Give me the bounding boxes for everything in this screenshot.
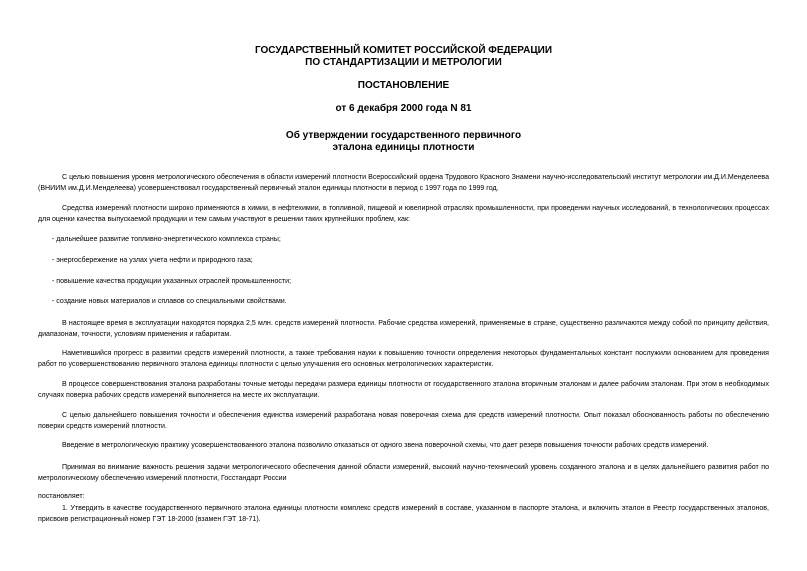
list-item: - создание новых материалов и сплавов со специальными свойствами. <box>52 298 287 305</box>
list-item: - дальнейшее развитие топливно-энергетического комплекса страны; <box>52 236 281 243</box>
paragraph-6: С целью дальнейшего повышения точности и обеспечения единства измерений разработана новая поверочная схема для средств измерений плотности. Опыт показал обоснованность работы по обеспечению поверки средств измерений плотности. <box>38 412 769 430</box>
document-type: ПОСТАНОВЛЕНИЕ <box>357 80 450 91</box>
paragraph-7: Введение в метрологическую практику усовершенствованного эталона позволило отказаться от одного звена поверочной схемы, что дает резерв повышения точности рабочих средств измерений. <box>62 442 709 449</box>
list-item: - энергосбережение на узлах учета нефти и природного газа; <box>52 257 253 264</box>
resolves-statement: постановляет: <box>38 493 85 500</box>
paragraph-1: С целью повышения уровня метрологического обеспечения в области измерений плотности Всероссийский ордена Трудового Красного Знамени научно-исследовательский институт метрологии им.Д.И.Менделеева (ВНИИМ им.Д.И.Менделеева) усовершенствовал государственный первичный эталон единицы плотности в период с 1997 года по 1999 год. <box>38 174 769 192</box>
document-subject-line-1: Об утверждении государственного первичного <box>285 130 522 141</box>
paragraph-8: Принимая во внимание важность решения задачи метрологического обеспечения данной области измерений, высокий научно-технический уровень созданного эталона и в целях дальнейшего развития работ по метрологическому обеспечению измерений плотности, Госстандарт России <box>38 464 769 482</box>
document-date: от 6 декабря 2000 года N 81 <box>335 103 472 114</box>
list-item: - повышение качества продукции указанных отраслей промышленности; <box>52 278 292 285</box>
paragraph-3: В настоящее время в эксплуатации находятся порядка 2,5 млн. средств измерений плотности. Рабочие средства измерений, применяемые в стране, существенно различаются между собой по принципу действия, диапазонам, точности, условиям применения и габаритам. <box>38 320 769 338</box>
paragraph-5: В процессе совершенствования эталона разработаны точные методы передачи размера единицы плотности от государственного эталона вторичным эталонам и далее рабочим эталонам. При этом в необходимых случаях поверка рабочих средств измерений выполняется на месте их эксплуатации. <box>38 381 769 399</box>
org-name-line-1: ГОСУДАРСТВЕННЫЙ КОМИТЕТ РОССИЙСКОЙ ФЕДЕРАЦИИ <box>254 45 553 56</box>
document-subject-line-2: эталона единицы плотности <box>332 142 475 153</box>
paragraph-2: Средства измерений плотности широко применяются в химии, в нефтехимии, в топливной, пищевой и ювелирной отраслях промышленности, при проведении научных исследований, в технологических процессах для оценки качества выпускаемой продукции и тем самым участвуют в решении таких крупнейших проблем, как: <box>38 205 769 223</box>
paragraph-4: Наметившийся прогресс в развитии средств измерений плотности, а также требования науки к повышению точности определения некоторых фундаментальных констант послужили основанием для проведения работ по усовершенствованию первичного эталона единицы плотности с целью улучшения его основных метрологических характеристик. <box>38 350 769 368</box>
paragraph-9: 1. Утвердить в качестве государственного первичного эталона единицы плотности комплекс средств измерений в составе, указанном в паспорте эталона, и включить эталон в Реестр государственных эталонов, присвоив регистрационный номер ГЭТ 18-2000 (взамен ГЭТ 18-71). <box>38 505 769 523</box>
org-name-line-2: ПО СТАНДАРТИЗАЦИИ И МЕТРОЛОГИИ <box>305 57 502 68</box>
